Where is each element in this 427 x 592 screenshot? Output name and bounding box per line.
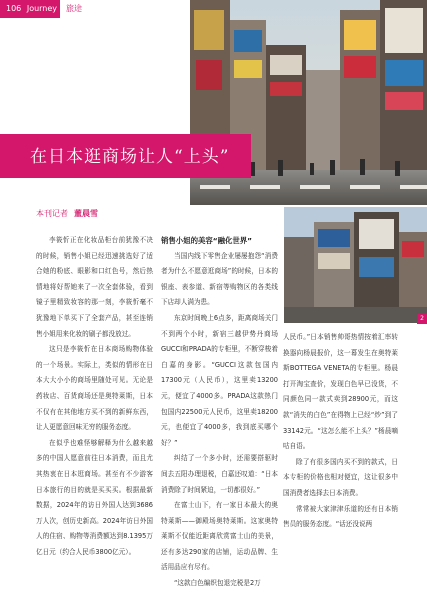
paragraph: 当国内线下零售企业屡屡抱怨“消费者为什么不愿意逛商场”的时候，日本的银座、表参道、新宿等购物区的各类线下店却人满为患。: [161, 251, 278, 307]
paragraph: 在似乎也难怪够解释为什么越来越多的中国人愿意前往日本消费，而且尤其热衷在日本逛商场。甚至有不少游客日本旅行的目的就是买买买。根据最新数据，2024年的访日外国人达到3686万人次，创历史新高。2024年访日外国人的住宿、购物等消费额达到8.1395万亿日元（约合人民币3800亿元）。: [36, 438, 153, 556]
photo-number-badge: 2: [417, 314, 427, 324]
paragraph: 纠结了一个多小时，还需要搭驱时间去五阳办理退税，白嘉还叹道：“日本消费除了时间紧迫，一切都很好。”: [161, 454, 278, 494]
paragraph: 除了有很多国内买不到的款式，日本专柜的价格也相对便宜，这让很多中国消费者选择去日本消费。: [283, 457, 398, 497]
page-number: 106: [6, 4, 22, 13]
article-column-3: [283, 330, 398, 533]
subheading: 销售小姐的美容“融化世界”: [161, 236, 253, 245]
section-en: Journey: [26, 4, 58, 13]
article-column-1: [36, 233, 153, 560]
paragraph: 常常被大家津津乐道的还有日本销售员的服务态度。“话还没说两: [283, 504, 398, 529]
paragraph: “这款白色编织包退完税是2万: [174, 579, 261, 588]
paragraph: 李筱忻正在化妆品柜台前犹豫不决的时候，销售小姐已经迅速挑选好了适合她的粉底、眼影和口红色号，然后热情地将好帮她来了一次全套体验，看到镜子里精致妆容的那一刻，李筱忻毫不犹豫地下单买下了全套产品，甚至连销售小姐用来化妆的刷子都没放过。: [36, 236, 153, 338]
shibuya-buildings-photo: [284, 207, 427, 323]
byline-label: 本刊记者: [36, 209, 68, 218]
paragraph: 这只是李筱忻在日本商场购物体验的一个场景。实际上，类似的情形在日本大大小小的商场里随处可见。无论是药妆店、百货商场还是奥特莱斯，日本不仅有在其他地方买不到的新鲜东西，让人更愿意回味无穷的服务态度。: [36, 345, 153, 432]
author-name: 董晨雪: [74, 209, 98, 218]
article-column-2: [161, 233, 278, 592]
byline: [36, 208, 98, 219]
page-header: [0, 0, 190, 20]
page-number-block: [0, 0, 60, 18]
paragraph: 东京时间晚上6点多，距离商场关门不到两个小时，新宿三越伊势丹商场GUCCI和PRADA的专柜里，不断穿梭着白嘉的身影。“GUCCI这款包国内17300元（人民币），这里卖13200元，便宜了4000多。PRADA这款热门包国内22500元人民币，这里卖18200元，也便宜了4000多，我到底买哪个好？”: [161, 313, 278, 447]
paragraph: 人民币。”日本销售帅哥热情按着汇率转换器向杨晨报价，这一幕发生在奥特莱斯BOTTEGA VENETA的专柜里。杨晨打开淘宝查价，发现白色早已没货，不同颜色同一款式卖到28900元，而这款“消失的白色”在得物上已经“炒”到了33142元。“这怎么能不上头？”杨晨嘀咕自语。: [283, 333, 398, 451]
second-photo: [284, 207, 427, 323]
paragraph: 在富士山下，有一家日本最大的奥特莱斯——御殿场奥特莱斯。这家奥特莱斯不仅能近距离欣赏富士山的美景，还有多达290家的店铺，运动品牌、生活用品应有尽有。: [161, 501, 278, 572]
section-cn: 旅途: [66, 4, 82, 13]
article-title: 在日本逛商场让人“上头”: [30, 147, 230, 167]
